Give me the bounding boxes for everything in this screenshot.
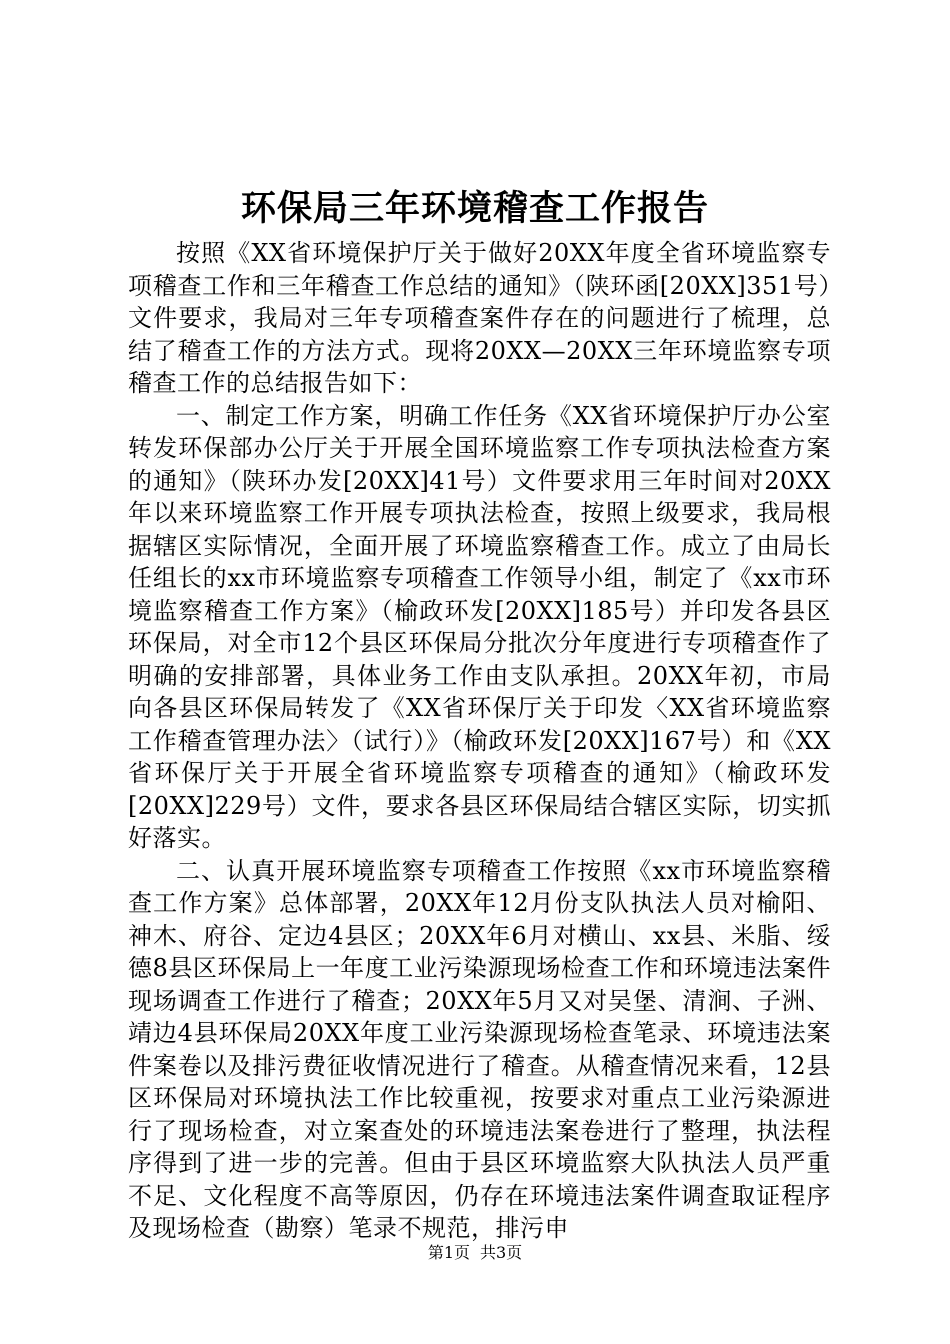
- paragraph-section-two: 二、认真开展环境监察专项稽查工作按照《xx市环境监察稽查工作方案》总体部署，20XX年12月份支队执法人员对榆阳、神木、府谷、定边4县区；20XX年6月对横山、xx县、米脂、绥德8县区环保局上一年度工业污染源现场检查工作和环境违法案件现场调查工作进行了稽查；20XX年5月又对吴堡、清涧、子洲、靖边4县环保局20XX年度工业污染源现场检查笔录、环境违法案件案卷以及排污费征收情况进行了稽查。从稽查情况来看，12县区环保局对环境执法工作比较重视，按要求对重点工业污染源进行了现场检查，对立案查处的环境违法案卷进行了整理，执法程序得到了进一步的完善。但由于县区环境监察大队执法人员严重不足、文化程度不高等原因，仍存在环境违法案件调查取证程序及现场检查（勘察）笔录不规范，排污申: [128, 856, 831, 1242]
- paragraph-section-one: 一、制定工作方案，明确工作任务《XX省环境保护厅办公室转发环保部办公厅关于开展全国环境监察工作专项执法检查方案的通知》（陕环办发[20XX]41号）文件要求用三年时间对20XX年以来环境监察工作开展专项执法检查，按照上级要求，我局根据辖区实际情况，全面开展了环境监察稽查工作。成立了由局长任组长的xx市环境监察专项稽查工作领导小组，制定了《xx市环境监察稽查工作方案》（榆政环发[20XX]185号）并印发各县区环保局，对全市12个县区环保局分批次分年度进行专项稽查作了明确的安排部署，具体业务工作由支队承担。20XX年初，市局向各县区环保局转发了《XX省环保厅关于印发〈XX省环境监察工作稽查管理办法〉（试行）》（榆政环发[20XX]167号）和《XX省环保厅关于开展全省环境监察专项稽查的通知》（榆政环发[20XX]229号）文件，要求各县区环保局结合辖区实际，切实抓好落实。: [128, 401, 831, 852]
- document-title: 环保局三年环境稽查工作报告: [240, 188, 709, 229]
- page-number-current: 第1页: [427, 1243, 470, 1262]
- document-body: [128, 237, 831, 1245]
- page-footer: [0, 1241, 950, 1265]
- page-number-total: 共3页: [480, 1243, 523, 1262]
- paragraph-intro: 按照《XX省环境保护厅关于做好20XX年度全省环境监察专项稽查工作和三年稽查工作总结的通知》（陕环函[20XX]351号）文件要求，我局对三年专项稽查案件存在的问题进行了梳理，总结了稽查工作的方法方式。现将20XX—20XX三年环境监察专项稽查工作的总结报告如下：: [128, 239, 831, 397]
